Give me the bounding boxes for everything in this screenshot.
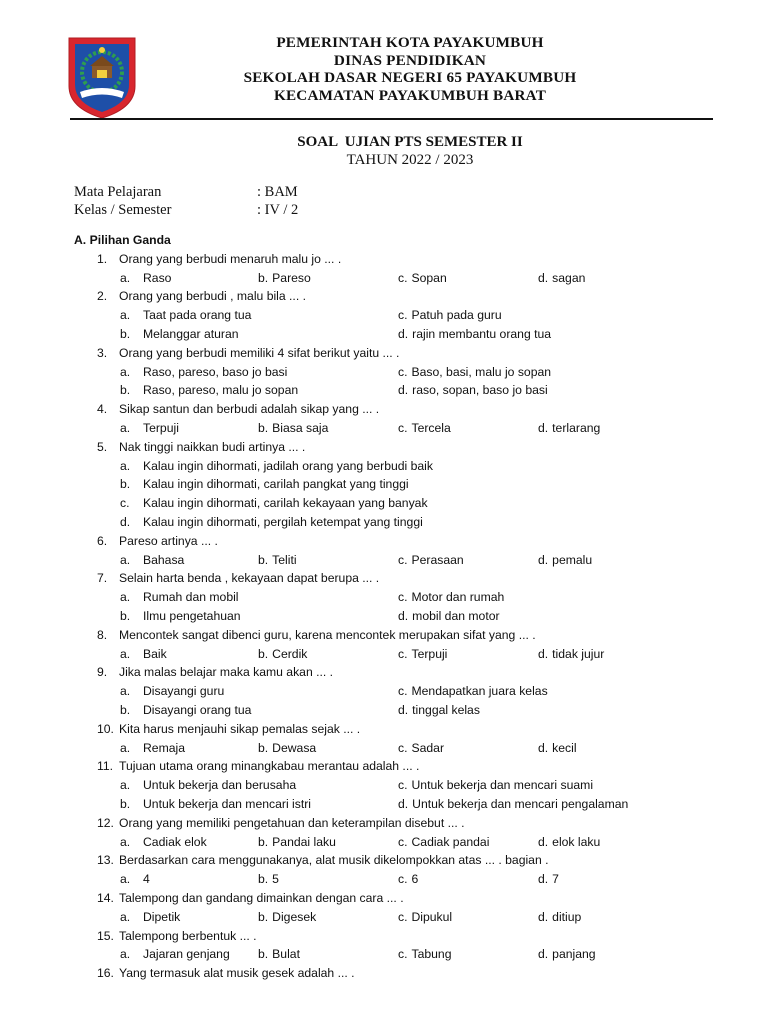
option-text: Taat pada orang tua — [143, 308, 252, 323]
option-letter: c. — [398, 552, 408, 567]
answer-option — [398, 703, 480, 717]
options-row — [0, 590, 768, 609]
question-text: Tujuan utama orang minangkabau merantau adalah ... . — [119, 759, 420, 774]
options-row — [0, 647, 768, 666]
option-letter: a. — [120, 552, 131, 567]
option-letter: b. — [258, 552, 269, 567]
options-row — [0, 872, 768, 891]
option-letter: c. — [398, 421, 408, 435]
answer-option — [258, 741, 316, 755]
question-number: 7. — [97, 571, 108, 586]
option-text: Cadiak pandai — [411, 834, 490, 849]
option-text: Dewasa — [272, 740, 317, 755]
option-text: elok laku — [552, 834, 601, 849]
question-number: 1. — [97, 251, 108, 266]
option-text: pemalu — [552, 552, 593, 567]
option-letter: c. — [398, 740, 408, 755]
answer-option — [398, 947, 451, 961]
question-number: 6. — [97, 533, 108, 548]
options-row — [0, 703, 768, 722]
option-letter: c. — [398, 308, 408, 323]
option-text: Dipetik — [143, 909, 181, 924]
option-letter: c. — [120, 496, 130, 511]
letterhead-school: SEKOLAH DASAR NEGERI 65 PAYAKUMBUH — [243, 69, 577, 87]
option-letter: a. — [120, 421, 131, 435]
option-letter: d. — [538, 421, 549, 435]
option-text: Biasa saja — [272, 421, 329, 435]
option-letter: d. — [538, 872, 549, 887]
answer-option — [538, 421, 600, 435]
question-text: Talempong berbentuk ... . — [119, 928, 257, 943]
answer-option — [120, 778, 296, 792]
option-text: kecil — [552, 740, 577, 755]
meta-value: : BAM — [257, 184, 298, 200]
option-letter: b. — [120, 797, 131, 811]
options-row — [0, 835, 768, 854]
question-12 — [0, 816, 768, 835]
option-letter: d. — [538, 947, 549, 962]
option-letter: b. — [258, 740, 269, 755]
answer-option — [120, 421, 179, 435]
option-letter: b. — [258, 834, 269, 849]
option-text: Raso, pareso, malu jo sopan — [143, 383, 299, 398]
option-text: Raso, pareso, baso jo basi — [143, 364, 288, 379]
options-row — [0, 383, 768, 402]
option-letter: b. — [120, 609, 131, 623]
option-text: Motor dan rumah — [411, 590, 505, 605]
answer-option — [398, 872, 418, 886]
answer-option — [120, 910, 180, 924]
option-text: Kalau ingin dihormati, carilah pangkat yang tinggi — [143, 477, 409, 492]
question-text: Berdasarkan cara menggunakanya, alat musik dikelompokkan atas ... . bagian . — [119, 853, 549, 868]
answer-option — [538, 741, 577, 755]
option-text: rajin membantu orang tua — [412, 327, 552, 341]
answer-option — [258, 910, 316, 924]
question-number: 16. — [97, 966, 114, 981]
meta-value: : IV / 2 — [257, 202, 299, 218]
option-text: tidak jujur — [552, 646, 605, 661]
options-row — [0, 327, 768, 346]
question-number: 5. — [97, 439, 108, 454]
question-10 — [0, 722, 768, 741]
meta-label: Mata Pelajaran — [74, 184, 162, 200]
question-text: Selain harta benda , kekayaan dapat berupa ... . — [119, 571, 380, 586]
meta-label: Kelas / Semester — [74, 202, 172, 218]
question-text: Orang yang berbudi memiliki 4 sifat berikut yaitu ... . — [119, 345, 400, 360]
exam-meta — [74, 183, 374, 219]
answer-option — [258, 947, 300, 961]
option-letter: a. — [120, 909, 131, 924]
question-number: 4. — [97, 402, 108, 417]
option-text: 4 — [143, 872, 150, 887]
question-14 — [0, 891, 768, 910]
answer-option — [538, 872, 559, 886]
exam-title-line: SOAL UJIAN PTS SEMESTER II — [297, 134, 523, 150]
options-row — [0, 308, 768, 327]
answer-option — [538, 910, 581, 924]
option-text: 6 — [411, 872, 419, 887]
question-text: Jika malas belajar maka kamu akan ... . — [119, 665, 334, 680]
option-text: terlarang — [552, 421, 601, 435]
answer-option — [398, 741, 444, 755]
answer-option — [120, 590, 239, 604]
question-15 — [0, 929, 768, 948]
answer-option — [538, 647, 604, 661]
option-text: Bulat — [272, 947, 300, 962]
answer-option — [258, 421, 328, 435]
answer-option — [120, 872, 150, 886]
options-row — [0, 271, 768, 290]
options-row — [0, 459, 768, 478]
option-text: Cadiak elok — [143, 834, 207, 849]
letterhead-district: KECAMATAN PAYAKUMBUH BARAT — [273, 86, 547, 104]
answer-option — [398, 835, 489, 849]
option-text: Dipukul — [411, 909, 453, 924]
answer-option — [258, 835, 336, 849]
options-row — [0, 553, 768, 572]
answer-option — [398, 383, 548, 397]
meta-row-subject — [74, 183, 374, 201]
question-number: 9. — [97, 665, 108, 680]
options-row — [0, 496, 768, 515]
option-letter: d. — [538, 740, 549, 755]
option-text: Pareso — [272, 270, 311, 285]
option-text: Bahasa — [143, 552, 185, 567]
option-text: Jajaran genjang — [143, 947, 230, 962]
answer-option — [398, 647, 447, 661]
answer-option — [258, 271, 311, 285]
option-letter: a. — [120, 834, 131, 849]
options-row — [0, 421, 768, 440]
option-text: Cerdik — [272, 646, 308, 661]
answer-option — [258, 647, 307, 661]
option-letter: b. — [120, 477, 131, 492]
option-text: Disayangi guru — [143, 684, 225, 699]
question-number: 8. — [97, 627, 108, 642]
answer-option — [120, 741, 185, 755]
option-letter: c. — [398, 947, 408, 962]
option-letter: c. — [398, 270, 408, 285]
option-letter: c. — [398, 778, 408, 793]
question-text: Talempong dan gandang dimainkan dengan cara ... . — [119, 891, 404, 905]
option-letter: d. — [398, 327, 409, 341]
question-3 — [0, 346, 768, 365]
question-text: Orang yang berbudi menaruh malu jo ... . — [119, 251, 342, 266]
option-letter: d. — [538, 552, 549, 567]
question-2 — [0, 289, 768, 308]
answer-option — [120, 835, 207, 849]
options-row — [0, 947, 768, 966]
option-text: Kalau ingin dihormati, jadilah orang yang berbudi baik — [143, 458, 433, 473]
answer-option — [120, 459, 433, 473]
options-row — [0, 778, 768, 797]
option-letter: d. — [398, 383, 409, 398]
option-text: Ilmu pengetahuan — [143, 609, 241, 623]
question-1 — [0, 252, 768, 271]
option-letter: a. — [120, 646, 131, 661]
question-5 — [0, 440, 768, 459]
option-letter: a. — [120, 778, 131, 793]
option-text: Digesek — [272, 909, 317, 924]
question-9 — [0, 665, 768, 684]
option-letter: a. — [120, 684, 131, 699]
option-text: Disayangi orang tua — [143, 703, 252, 717]
option-text: 7 — [552, 872, 559, 887]
question-text: Orang yang berbudi , malu bila ... . — [119, 289, 306, 304]
question-text: Mencontek sangat dibenci guru, karena mencontek merupakan sifat yang ... . — [119, 627, 536, 642]
options-row — [0, 365, 768, 384]
option-letter: c. — [398, 684, 408, 699]
answer-option — [120, 477, 409, 491]
option-letter: a. — [120, 947, 131, 962]
question-16 — [0, 966, 768, 985]
option-letter: d. — [538, 909, 549, 924]
question-text: Orang yang memiliki pengetahuan dan keterampilan disebut ... . — [119, 815, 465, 830]
option-text: mobil dan motor — [412, 609, 500, 623]
answer-option — [398, 910, 452, 924]
option-text: sagan — [552, 270, 586, 285]
answer-option — [398, 365, 551, 379]
option-text: Tercela — [411, 421, 451, 435]
option-text: Rumah dan mobil — [143, 590, 239, 605]
exam-year-line: TAHUN 2022 / 2023 — [346, 152, 474, 168]
option-letter: b. — [258, 947, 269, 962]
option-letter: a. — [120, 590, 131, 605]
option-letter: d. — [398, 703, 409, 717]
option-text: Untuk bekerja dan mencari istri — [143, 797, 311, 811]
option-text: Kalau ingin dihormati, pergilah ketempat yang tinggi — [143, 515, 423, 529]
question-number: 2. — [97, 289, 108, 304]
question-7 — [0, 571, 768, 590]
option-letter: c. — [398, 872, 408, 887]
school-letterhead — [190, 34, 630, 104]
answer-option — [398, 308, 502, 322]
answer-option — [258, 553, 297, 567]
option-text: Remaja — [143, 740, 185, 755]
option-letter: a. — [120, 364, 131, 379]
answer-option — [120, 947, 230, 961]
option-text: panjang — [552, 947, 596, 962]
question-text: Nak tinggi naikkan budi artinya ... . — [119, 439, 306, 454]
option-letter: a. — [120, 308, 131, 323]
option-text: Untuk bekerja dan berusaha — [143, 778, 297, 793]
option-text: Untuk bekerja dan mencari pengalaman — [412, 797, 629, 811]
answer-option — [538, 553, 592, 567]
answer-option — [538, 947, 596, 961]
answer-option — [398, 609, 500, 623]
answer-option — [120, 703, 251, 717]
option-text: ditiup — [552, 909, 582, 924]
option-letter: a. — [120, 872, 131, 887]
letterhead-government: PEMERINTAH KOTA PAYAKUMBUH — [276, 34, 544, 51]
option-text: Tabung — [411, 947, 452, 962]
option-text: Sopan — [411, 270, 447, 285]
answer-option — [398, 684, 548, 698]
option-text: Raso — [143, 270, 172, 285]
option-letter: c. — [398, 590, 408, 605]
question-text: Kita harus menjauhi sikap pemalas sejak ... . — [119, 721, 361, 736]
option-letter: b. — [258, 646, 269, 661]
option-letter: a. — [120, 270, 131, 285]
options-row — [0, 515, 768, 534]
option-letter: b. — [258, 421, 269, 435]
city-emblem-logo — [66, 36, 138, 120]
question-6 — [0, 534, 768, 553]
letterhead-divider — [70, 118, 713, 120]
question-number: 13. — [97, 853, 114, 868]
question-8 — [0, 628, 768, 647]
option-letter: c. — [398, 834, 408, 849]
option-text: Terpuji — [143, 421, 179, 435]
answer-option — [398, 778, 593, 792]
option-text: Kalau ingin dihormati, carilah kekayaan yang banyak — [143, 496, 428, 511]
option-letter: d. — [538, 646, 549, 661]
option-letter: b. — [258, 270, 269, 285]
options-row — [0, 477, 768, 496]
option-letter: b. — [120, 383, 131, 398]
option-text: Melanggar aturan — [143, 327, 239, 341]
letterhead-department: DINAS PENDIDIKAN — [333, 51, 487, 69]
option-letter: b. — [258, 909, 269, 924]
question-number: 3. — [97, 345, 108, 360]
option-letter: d. — [538, 834, 549, 849]
options-row — [0, 910, 768, 929]
option-text: Pandai laku — [272, 834, 336, 849]
option-letter: c. — [398, 909, 408, 924]
question-text: Sikap santun dan berbudi adalah sikap yang ... . — [119, 402, 380, 417]
question-number: 12. — [97, 815, 114, 830]
answer-option — [398, 590, 504, 604]
option-letter: b. — [258, 872, 269, 887]
options-row — [0, 741, 768, 760]
answer-option — [120, 496, 428, 510]
option-letter: c. — [398, 364, 408, 379]
answer-option — [120, 365, 287, 379]
option-letter: a. — [120, 458, 131, 473]
option-text: 5 — [272, 872, 279, 887]
question-13 — [0, 853, 768, 872]
option-letter: b. — [120, 327, 131, 341]
option-text: raso, sopan, baso jo basi — [412, 383, 548, 398]
question-11 — [0, 759, 768, 778]
answer-option — [398, 797, 628, 811]
option-text: tinggal kelas — [412, 703, 480, 717]
exam-title — [190, 133, 630, 169]
options-row — [0, 609, 768, 628]
answer-option — [120, 609, 241, 623]
option-letter: d. — [398, 609, 409, 623]
option-text: Terpuji — [411, 646, 448, 661]
question-number: 10. — [97, 721, 114, 736]
answer-option — [538, 835, 600, 849]
answer-option — [120, 684, 224, 698]
option-letter: d. — [120, 515, 131, 529]
question-number: 15. — [97, 928, 114, 943]
option-text: Baik — [143, 646, 167, 661]
meta-row-class — [74, 201, 374, 219]
option-text: Sadar — [411, 740, 445, 755]
option-letter: a. — [120, 740, 131, 755]
option-text: Patuh pada guru — [411, 308, 502, 323]
answer-option — [398, 553, 464, 567]
answer-option — [120, 327, 239, 341]
answer-option — [120, 515, 423, 529]
answer-option — [120, 553, 184, 567]
option-text: Teliti — [272, 552, 297, 567]
answer-option — [120, 797, 311, 811]
question-number: 14. — [97, 891, 114, 905]
option-letter: b. — [120, 703, 131, 717]
options-row — [0, 797, 768, 816]
answer-option — [398, 327, 551, 341]
option-letter: c. — [398, 646, 408, 661]
answer-option — [258, 872, 279, 886]
option-letter: d. — [398, 797, 409, 811]
option-text: Baso, basi, malu jo sopan — [411, 364, 552, 379]
answer-option — [398, 421, 451, 435]
question-4 — [0, 402, 768, 421]
section-title: A. Pilihan Ganda — [74, 233, 171, 247]
option-text: Untuk bekerja dan mencari suami — [411, 778, 594, 793]
answer-option — [538, 271, 585, 285]
question-text: Yang termasuk alat musik gesek adalah ... . — [119, 966, 355, 981]
answer-option — [398, 271, 447, 285]
answer-option — [120, 647, 167, 661]
answer-option — [120, 308, 251, 322]
option-text: Mendapatkan juara kelas — [411, 684, 548, 699]
answer-option — [120, 383, 298, 397]
option-letter: d. — [538, 270, 549, 285]
answer-option — [120, 271, 171, 285]
question-number: 11. — [97, 759, 114, 774]
question-text: Pareso artinya ... . — [119, 533, 218, 548]
option-text: Perasaan — [411, 552, 464, 567]
options-row — [0, 684, 768, 703]
